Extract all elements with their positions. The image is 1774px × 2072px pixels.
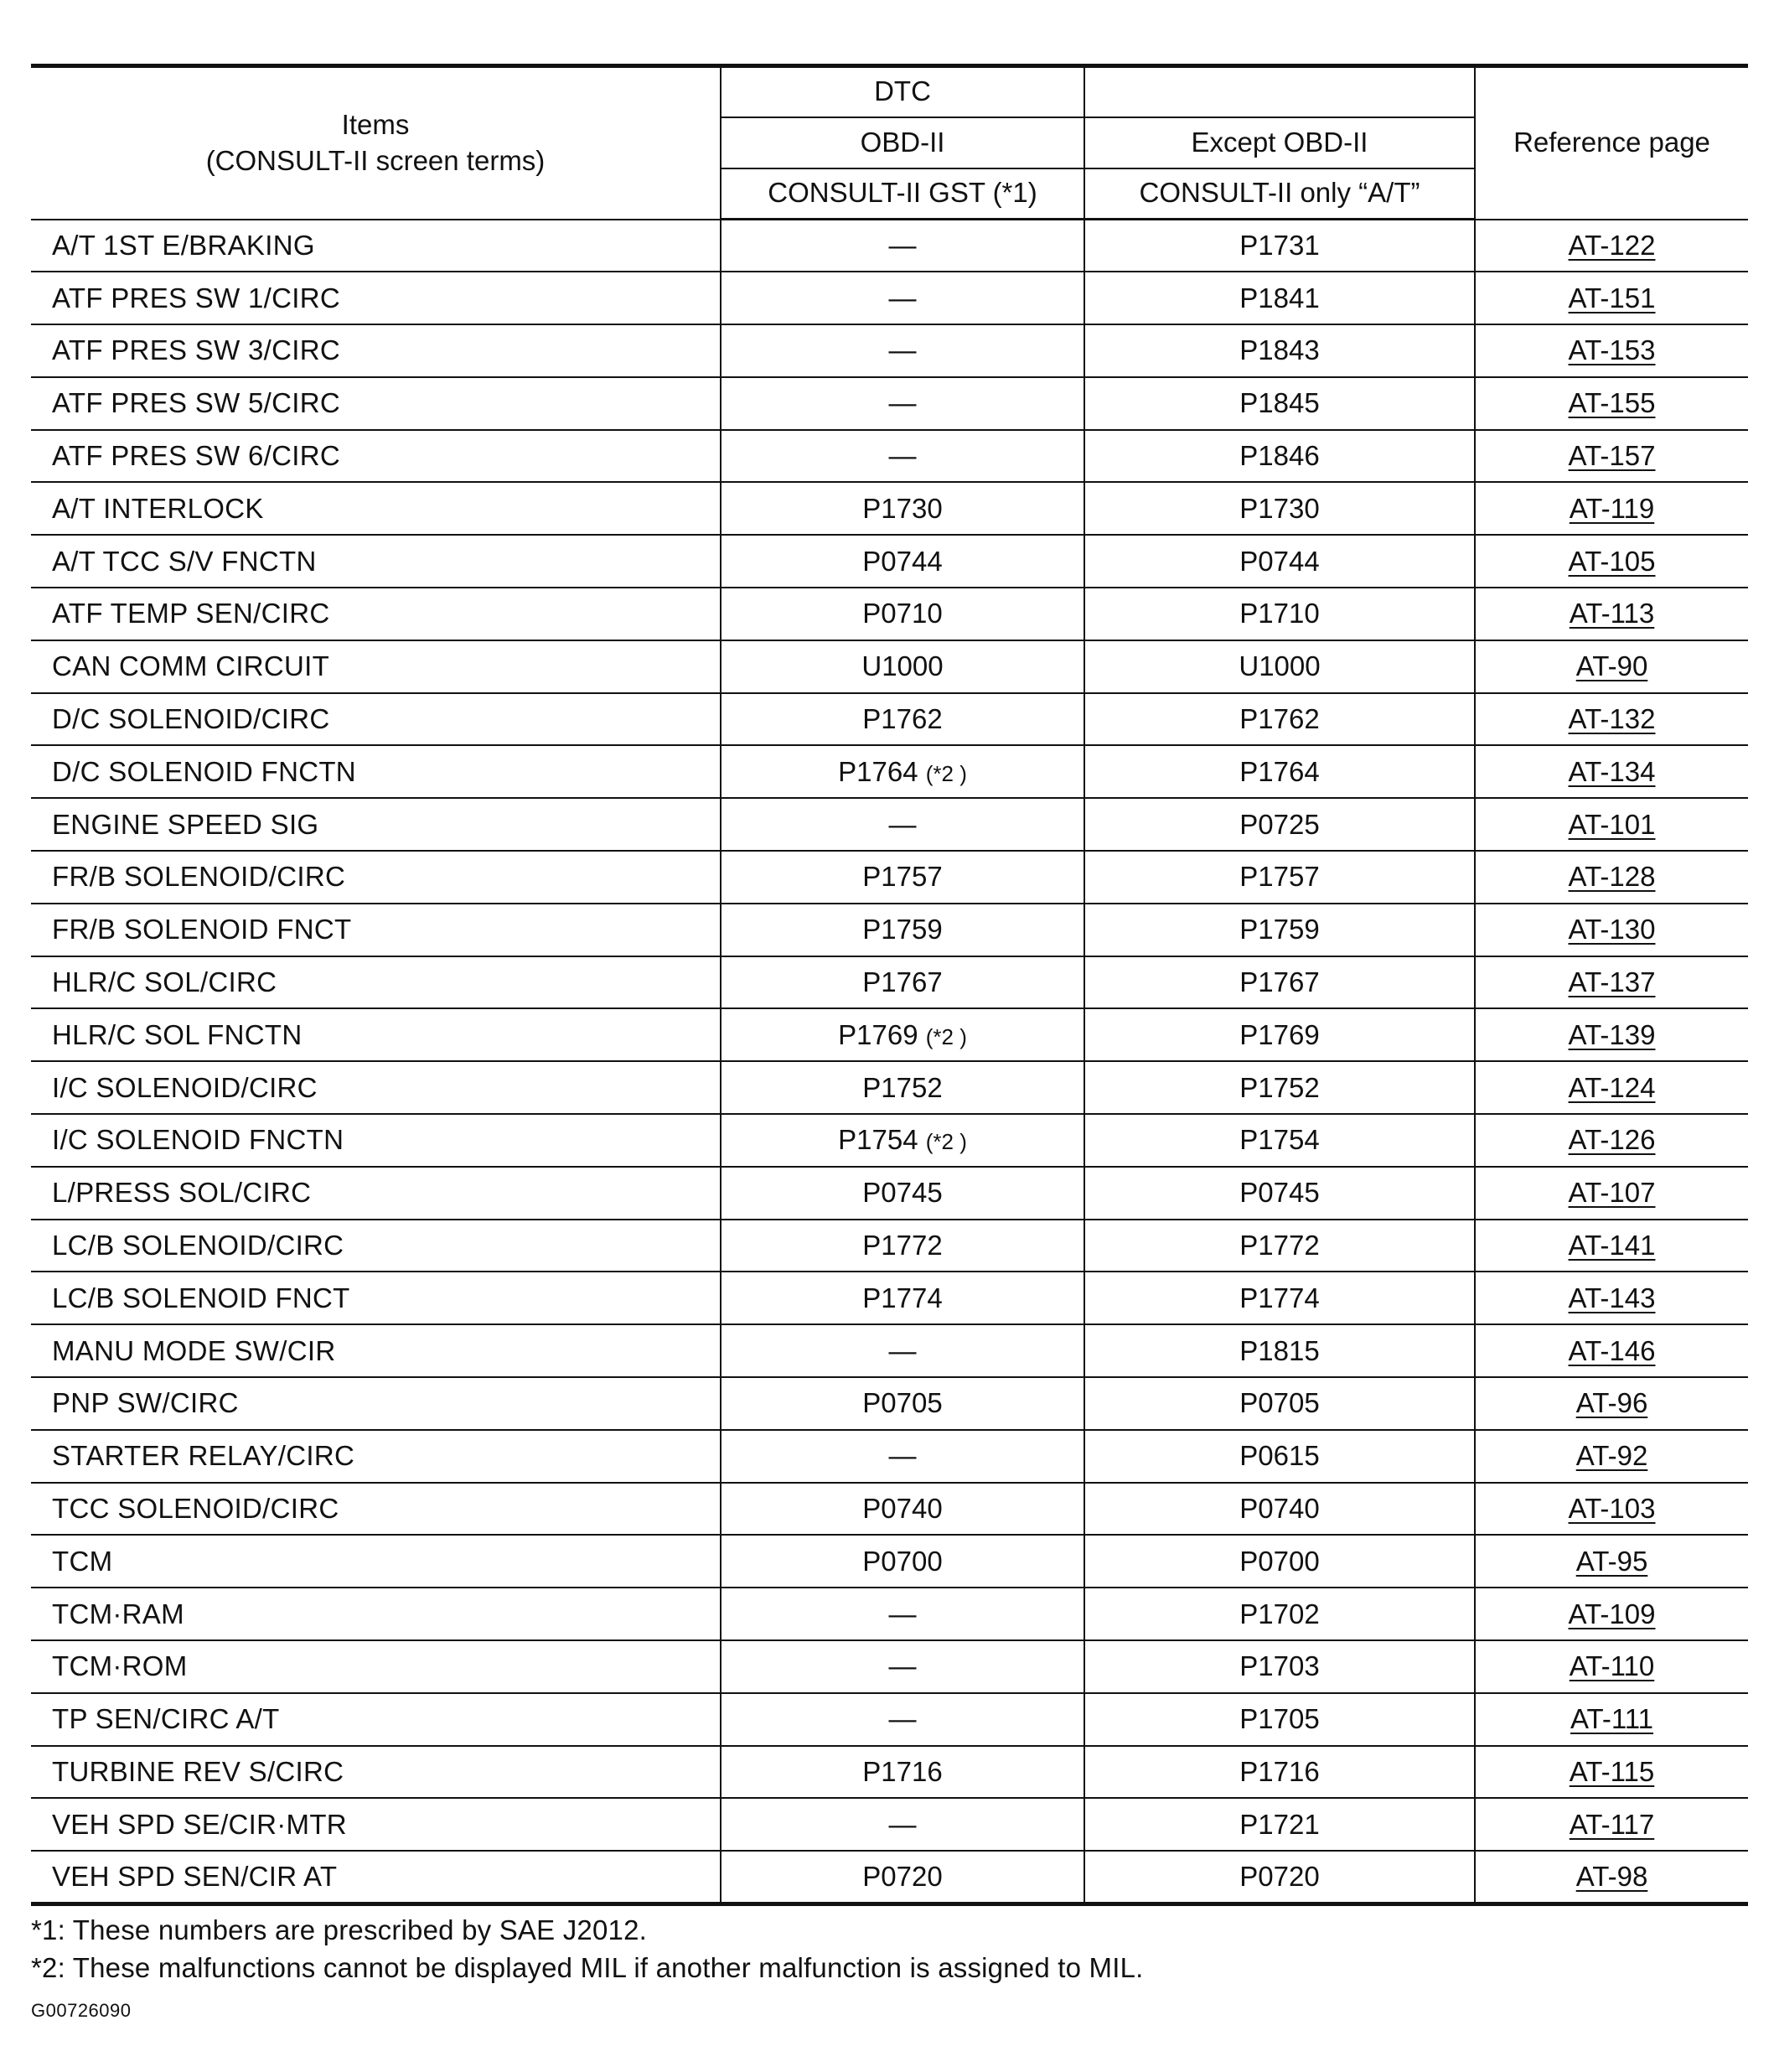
obd-code: — xyxy=(888,808,917,840)
figure-code: G00726090 xyxy=(31,2000,132,2021)
except-obd-code: P1762 xyxy=(1084,693,1475,746)
item-name: LC/B SOLENOID/CIRC xyxy=(31,1220,721,1272)
items-header-line2: (CONSULT-II screen terms) xyxy=(205,144,546,176)
obd-code: P1762 xyxy=(862,703,943,735)
reference-cell xyxy=(1475,798,1748,851)
reference-cell xyxy=(1475,588,1748,640)
reference-cell xyxy=(1475,693,1748,746)
obd-code-cell xyxy=(721,1008,1084,1061)
item-name: CAN COMM CIRCUIT xyxy=(31,640,721,693)
table-row xyxy=(31,1746,1748,1799)
except-obd-header: Except OBD-II xyxy=(1084,117,1475,168)
obd-code-cell xyxy=(721,1640,1084,1693)
reference-link[interactable]: AT-111 xyxy=(1570,1703,1654,1735)
item-name: STARTER RELAY/CIRC xyxy=(31,1430,721,1483)
item-name: FR/B SOLENOID FNCT xyxy=(31,904,721,956)
except-obd-code: P1705 xyxy=(1084,1693,1475,1746)
except-obd-code: P1730 xyxy=(1084,482,1475,535)
obd-code: — xyxy=(888,282,917,313)
except-obd-code: P0745 xyxy=(1084,1167,1475,1220)
item-name: TURBINE REV S/CIRC xyxy=(31,1746,721,1799)
table-body xyxy=(31,220,1748,1904)
obd-code: P0744 xyxy=(862,545,943,577)
item-name: TCM·ROM xyxy=(31,1640,721,1693)
except-obd-code: P1772 xyxy=(1084,1220,1475,1272)
obd-code: P1772 xyxy=(862,1230,943,1261)
obd-code-cell xyxy=(721,1114,1084,1167)
obd-code-cell xyxy=(721,1272,1084,1324)
obd-code: P0710 xyxy=(862,598,943,629)
reference-cell xyxy=(1475,1008,1748,1061)
obd-code: P1752 xyxy=(862,1071,943,1103)
footnote-1: *1: These numbers are prescribed by SAE J2012. xyxy=(31,1914,647,1945)
reference-link[interactable]: AT-98 xyxy=(1575,1860,1648,1892)
item-name: TCM·RAM xyxy=(31,1588,721,1640)
obd-code-cell xyxy=(721,956,1084,1009)
reference-link[interactable]: AT-153 xyxy=(1568,334,1656,366)
reference-link[interactable]: AT-117 xyxy=(1569,1808,1655,1840)
obd-code-cell xyxy=(721,1430,1084,1483)
obd-code: — xyxy=(888,387,917,419)
reference-link[interactable]: AT-115 xyxy=(1569,1756,1655,1787)
reference-link[interactable]: AT-103 xyxy=(1568,1493,1656,1525)
reference-link[interactable]: AT-90 xyxy=(1575,650,1648,682)
item-name: A/T 1ST E/BRAKING xyxy=(31,220,721,272)
reference-cell xyxy=(1475,1114,1748,1167)
except-obd-code: P0705 xyxy=(1084,1377,1475,1430)
table-row xyxy=(31,851,1748,904)
table-row xyxy=(31,1483,1748,1536)
reference-link[interactable]: AT-107 xyxy=(1568,1177,1656,1209)
item-name: D/C SOLENOID/CIRC xyxy=(31,693,721,746)
obd-code-cell xyxy=(721,1798,1084,1851)
reference-cell xyxy=(1475,1272,1748,1324)
reference-cell xyxy=(1475,535,1748,588)
obd-code: — xyxy=(888,1334,917,1366)
except-obd-code: P1769 xyxy=(1084,1008,1475,1061)
except-obd-code: P1843 xyxy=(1084,324,1475,377)
reference-cell xyxy=(1475,1798,1748,1851)
reference-link[interactable]: AT-124 xyxy=(1568,1071,1656,1103)
reference-link[interactable]: AT-96 xyxy=(1575,1387,1648,1419)
reference-cell xyxy=(1475,220,1748,272)
consult-gst-header: CONSULT-II GST (*1) xyxy=(721,168,1084,220)
except-obd-code: P1845 xyxy=(1084,377,1475,430)
table-row xyxy=(31,1220,1748,1272)
except-obd-code: P0744 xyxy=(1084,535,1475,588)
item-name: A/T INTERLOCK xyxy=(31,482,721,535)
reference-link[interactable]: AT-105 xyxy=(1568,545,1656,577)
obd-footnote-mark: (*2 ) xyxy=(925,760,967,786)
item-name: ENGINE SPEED SIG xyxy=(31,798,721,851)
table-row xyxy=(31,1377,1748,1430)
reference-link[interactable]: AT-126 xyxy=(1568,1124,1656,1156)
obd-code-cell xyxy=(721,1693,1084,1746)
obd-code-cell xyxy=(721,324,1084,377)
except-obd-code: P0720 xyxy=(1084,1851,1475,1904)
reference-link[interactable]: AT-95 xyxy=(1575,1545,1648,1577)
item-name: MANU MODE SW/CIR xyxy=(31,1324,721,1377)
except-obd-code: P1710 xyxy=(1084,588,1475,640)
reference-cell xyxy=(1475,482,1748,535)
reference-cell xyxy=(1475,1535,1748,1588)
item-name: D/C SOLENOID FNCTN xyxy=(31,745,721,798)
footnotes xyxy=(31,1911,1144,1987)
reference-cell xyxy=(1475,1324,1748,1377)
reference-cell xyxy=(1475,272,1748,324)
reference-cell xyxy=(1475,324,1748,377)
obd-code: P1730 xyxy=(862,492,943,524)
obd-code-cell xyxy=(721,693,1084,746)
table-row xyxy=(31,1008,1748,1061)
obd-code: — xyxy=(888,1703,917,1735)
item-name: TCC SOLENOID/CIRC xyxy=(31,1483,721,1536)
except-obd-code: P1754 xyxy=(1084,1114,1475,1167)
table-row xyxy=(31,1167,1748,1220)
except-obd-code: P1752 xyxy=(1084,1061,1475,1114)
table-row xyxy=(31,1798,1748,1851)
item-name: HLR/C SOL/CIRC xyxy=(31,956,721,1009)
reference-link[interactable]: AT-113 xyxy=(1569,598,1655,629)
item-name: TP SEN/CIRC A/T xyxy=(31,1693,721,1746)
obd-code: — xyxy=(888,440,917,472)
obd-code-cell xyxy=(721,430,1084,483)
item-name: I/C SOLENOID FNCTN xyxy=(31,1114,721,1167)
dtc-header: DTC xyxy=(721,66,1084,117)
obd-footnote-mark: (*2 ) xyxy=(925,1023,967,1049)
reference-cell xyxy=(1475,904,1748,956)
obd-code: P1757 xyxy=(862,861,943,893)
obd-code: P0745 xyxy=(862,1177,943,1209)
item-name: PNP SW/CIRC xyxy=(31,1377,721,1430)
reference-cell xyxy=(1475,1061,1748,1114)
except-obd-code: P0740 xyxy=(1084,1483,1475,1536)
items-header-line1: Items xyxy=(341,108,410,140)
table-row xyxy=(31,430,1748,483)
obd-code: P1759 xyxy=(862,914,943,945)
reference-link[interactable]: AT-132 xyxy=(1568,703,1656,735)
items-header xyxy=(31,66,721,220)
item-name: TCM xyxy=(31,1535,721,1588)
obd-code: P1716 xyxy=(862,1756,943,1787)
obd-code-cell xyxy=(721,1061,1084,1114)
table-row xyxy=(31,745,1748,798)
obd-code-cell xyxy=(721,535,1084,588)
item-name: FR/B SOLENOID/CIRC xyxy=(31,851,721,904)
reference-cell xyxy=(1475,1377,1748,1430)
obd-code: P0705 xyxy=(862,1387,943,1419)
reference-cell xyxy=(1475,1746,1748,1799)
obd-code: — xyxy=(888,230,917,262)
reference-link[interactable]: AT-137 xyxy=(1568,966,1656,998)
obd-code-cell xyxy=(721,1851,1084,1904)
reference-link[interactable]: AT-141 xyxy=(1568,1230,1656,1261)
table-row xyxy=(31,640,1748,693)
obd-code: P1769 xyxy=(838,1018,918,1050)
table-row xyxy=(31,1693,1748,1746)
reference-link[interactable]: AT-155 xyxy=(1568,387,1656,419)
reference-link[interactable]: AT-134 xyxy=(1568,755,1656,787)
reference-link[interactable]: AT-122 xyxy=(1568,229,1656,261)
reference-link[interactable]: AT-130 xyxy=(1568,914,1656,945)
reference-link[interactable]: AT-110 xyxy=(1569,1650,1655,1682)
obd-code-cell xyxy=(721,1377,1084,1430)
obd-code-cell xyxy=(721,745,1084,798)
reference-link[interactable]: AT-92 xyxy=(1575,1440,1648,1472)
obd-code: — xyxy=(888,1440,917,1472)
table-row xyxy=(31,220,1748,272)
table-row xyxy=(31,1061,1748,1114)
table-row xyxy=(31,1588,1748,1640)
obd-code: U1000 xyxy=(861,650,944,682)
reference-cell xyxy=(1475,430,1748,483)
table-row xyxy=(31,272,1748,324)
table-row xyxy=(31,956,1748,1009)
footnote-2: *2: These malfunctions cannot be displayed MIL if another malfunction is assigned to MIL. xyxy=(31,1952,1144,1983)
reference-cell xyxy=(1475,640,1748,693)
table-row xyxy=(31,1535,1748,1588)
obd-code-cell xyxy=(721,377,1084,430)
consult-only-header: CONSULT-II only “A/T” xyxy=(1084,168,1475,220)
obd-code-cell xyxy=(721,1483,1084,1536)
table-row xyxy=(31,1324,1748,1377)
reference-link[interactable]: AT-119 xyxy=(1569,492,1655,524)
obd-code-cell xyxy=(721,1324,1084,1377)
item-name: VEH SPD SE/CIR·MTR xyxy=(31,1798,721,1851)
table-row xyxy=(31,904,1748,956)
reference-cell xyxy=(1475,1640,1748,1693)
except-obd-code: P1716 xyxy=(1084,1746,1475,1799)
reference-link[interactable]: AT-109 xyxy=(1568,1598,1656,1629)
obd-code: — xyxy=(888,334,917,366)
obd-code-cell xyxy=(721,1220,1084,1272)
except-obd-code: U1000 xyxy=(1084,640,1475,693)
except-obd-code: P1731 xyxy=(1084,220,1475,272)
reference-cell xyxy=(1475,851,1748,904)
reference-link[interactable]: AT-139 xyxy=(1568,1018,1656,1050)
obd-code-cell xyxy=(721,1588,1084,1640)
item-name: VEH SPD SEN/CIR AT xyxy=(31,1851,721,1904)
item-name: ATF PRES SW 3/CIRC xyxy=(31,324,721,377)
item-name: ATF PRES SW 1/CIRC xyxy=(31,272,721,324)
reference-cell xyxy=(1475,1588,1748,1640)
table-row xyxy=(31,1430,1748,1483)
except-obd-code: P0725 xyxy=(1084,798,1475,851)
item-name: LC/B SOLENOID FNCT xyxy=(31,1272,721,1324)
dtc-header-blank xyxy=(1084,66,1475,117)
obd-code: P0740 xyxy=(862,1493,943,1525)
obd-code: — xyxy=(888,1808,917,1840)
reference-cell xyxy=(1475,1220,1748,1272)
obd-code-cell xyxy=(721,220,1084,272)
reference-page-header: Reference page xyxy=(1475,66,1748,220)
except-obd-code: P1764 xyxy=(1084,745,1475,798)
obd-footnote-mark: (*2 ) xyxy=(925,1129,967,1155)
obd-code: P0720 xyxy=(862,1860,943,1892)
obd-code: P1767 xyxy=(862,966,943,998)
except-obd-code: P1721 xyxy=(1084,1798,1475,1851)
except-obd-code: P1702 xyxy=(1084,1588,1475,1640)
reference-cell xyxy=(1475,956,1748,1009)
table-row xyxy=(31,482,1748,535)
item-name: ATF PRES SW 6/CIRC xyxy=(31,430,721,483)
except-obd-code: P1757 xyxy=(1084,851,1475,904)
obd-header: OBD-II xyxy=(721,117,1084,168)
item-name: ATF PRES SW 5/CIRC xyxy=(31,377,721,430)
obd-code: P0700 xyxy=(862,1545,943,1577)
obd-code-cell xyxy=(721,482,1084,535)
obd-code-cell xyxy=(721,1167,1084,1220)
obd-code-cell xyxy=(721,904,1084,956)
table-row xyxy=(31,588,1748,640)
item-name: A/T TCC S/V FNCTN xyxy=(31,535,721,588)
item-name: HLR/C SOL FNCTN xyxy=(31,1008,721,1061)
except-obd-code: P1767 xyxy=(1084,956,1475,1009)
obd-code-cell xyxy=(721,272,1084,324)
reference-link[interactable]: AT-157 xyxy=(1568,440,1656,472)
except-obd-code: P1846 xyxy=(1084,430,1475,483)
except-obd-code: P0700 xyxy=(1084,1535,1475,1588)
dtc-table xyxy=(31,64,1748,1906)
table-row xyxy=(31,324,1748,377)
reference-link[interactable]: AT-128 xyxy=(1568,861,1656,893)
reference-link[interactable]: AT-146 xyxy=(1568,1334,1656,1366)
obd-code: P1774 xyxy=(862,1282,943,1313)
obd-code: P1754 xyxy=(838,1124,918,1156)
except-obd-code: P1703 xyxy=(1084,1640,1475,1693)
reference-link[interactable]: AT-143 xyxy=(1568,1282,1656,1313)
reference-cell xyxy=(1475,1167,1748,1220)
table-row xyxy=(31,1851,1748,1904)
table-row xyxy=(31,693,1748,746)
obd-code: — xyxy=(888,1650,917,1682)
table-row xyxy=(31,1114,1748,1167)
table-row xyxy=(31,1272,1748,1324)
table-header xyxy=(31,66,1748,220)
obd-code-cell xyxy=(721,1746,1084,1799)
obd-code-cell xyxy=(721,798,1084,851)
reference-cell xyxy=(1475,745,1748,798)
obd-code-cell xyxy=(721,640,1084,693)
except-obd-code: P1841 xyxy=(1084,272,1475,324)
reference-link[interactable]: AT-151 xyxy=(1568,282,1656,313)
table-row xyxy=(31,798,1748,851)
except-obd-code: P0615 xyxy=(1084,1430,1475,1483)
table-row xyxy=(31,1640,1748,1693)
reference-link[interactable]: AT-101 xyxy=(1568,808,1656,840)
reference-cell xyxy=(1475,377,1748,430)
reference-cell xyxy=(1475,1430,1748,1483)
item-name: L/PRESS SOL/CIRC xyxy=(31,1167,721,1220)
except-obd-code: P1815 xyxy=(1084,1324,1475,1377)
reference-cell xyxy=(1475,1693,1748,1746)
except-obd-code: P1774 xyxy=(1084,1272,1475,1324)
obd-code-cell xyxy=(721,851,1084,904)
table-row xyxy=(31,377,1748,430)
except-obd-code: P1759 xyxy=(1084,904,1475,956)
obd-code-cell xyxy=(721,588,1084,640)
obd-code: — xyxy=(888,1598,917,1629)
reference-cell xyxy=(1475,1851,1748,1904)
obd-code: P1764 xyxy=(838,755,918,787)
item-name: ATF TEMP SEN/CIRC xyxy=(31,588,721,640)
item-name: I/C SOLENOID/CIRC xyxy=(31,1061,721,1114)
obd-code-cell xyxy=(721,1535,1084,1588)
reference-cell xyxy=(1475,1483,1748,1536)
table-row xyxy=(31,535,1748,588)
